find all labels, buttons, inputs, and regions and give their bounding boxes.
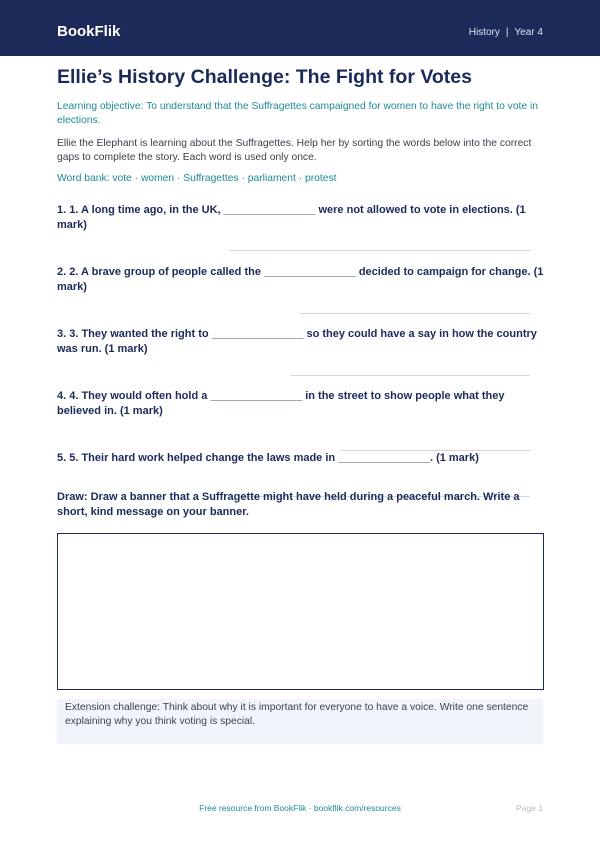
question-5: 5. 5. Their hard work helped change the laws made in _______________. (1 mark) bbox=[57, 452, 479, 464]
drawing-area[interactable] bbox=[57, 533, 544, 690]
year-label: Year 4 bbox=[514, 27, 543, 38]
draw-task: Draw: Draw a banner that a Suffragette might have held during a peaceful march. Write a short, kind message on your banner. bbox=[57, 491, 520, 518]
intro-text: Ellie the Elephant is learning about the Suffragettes. Help her by sorting the words below into the correct gaps to complete the story. Each word is used only once. bbox=[57, 138, 532, 163]
question-2: 2. 2. A brave group of people called the _______________ decided to campaign for change. (1 mark) bbox=[57, 266, 544, 293]
page-number: Page 1 bbox=[516, 803, 543, 813]
footer-text[interactable]: Free resource from BookFlik · bookflik.com/resources bbox=[199, 803, 401, 813]
meta-separator: | bbox=[505, 27, 509, 38]
subject-year-label bbox=[469, 26, 543, 40]
answer-line-3 bbox=[290, 375, 530, 376]
learning-objective: Learning objective: To understand that the Suffragettes campaigned for women to have the right to vote in elections. bbox=[57, 101, 539, 126]
header-bar bbox=[0, 0, 600, 56]
subject-label: History bbox=[468, 27, 500, 38]
brand-logo[interactable]: BookFlik bbox=[57, 23, 121, 40]
page-title: Ellie’s History Challenge: The Fight for Votes bbox=[57, 66, 472, 88]
answer-line-2 bbox=[300, 313, 530, 314]
question-1: 1. 1. A long time ago, in the UK, _______________ were not allowed to vote in elections. (1 mark) bbox=[57, 204, 526, 231]
answer-line-1 bbox=[230, 250, 530, 251]
question-3: 3. 3. They wanted the right to _______________ so they could have a say in how the country was run. (1 mark) bbox=[57, 328, 537, 355]
question-4: 4. 4. They would often hold a _______________ in the street to show people what they believed in. (1 mark) bbox=[57, 390, 505, 417]
extension-challenge: Extension challenge: Think about why it is important for everyone to have a voice. Write one sentence explaining why you think voting is special. bbox=[57, 699, 543, 744]
word-bank: Word bank: vote · women · Suffragettes · parliament · protest bbox=[57, 173, 337, 184]
